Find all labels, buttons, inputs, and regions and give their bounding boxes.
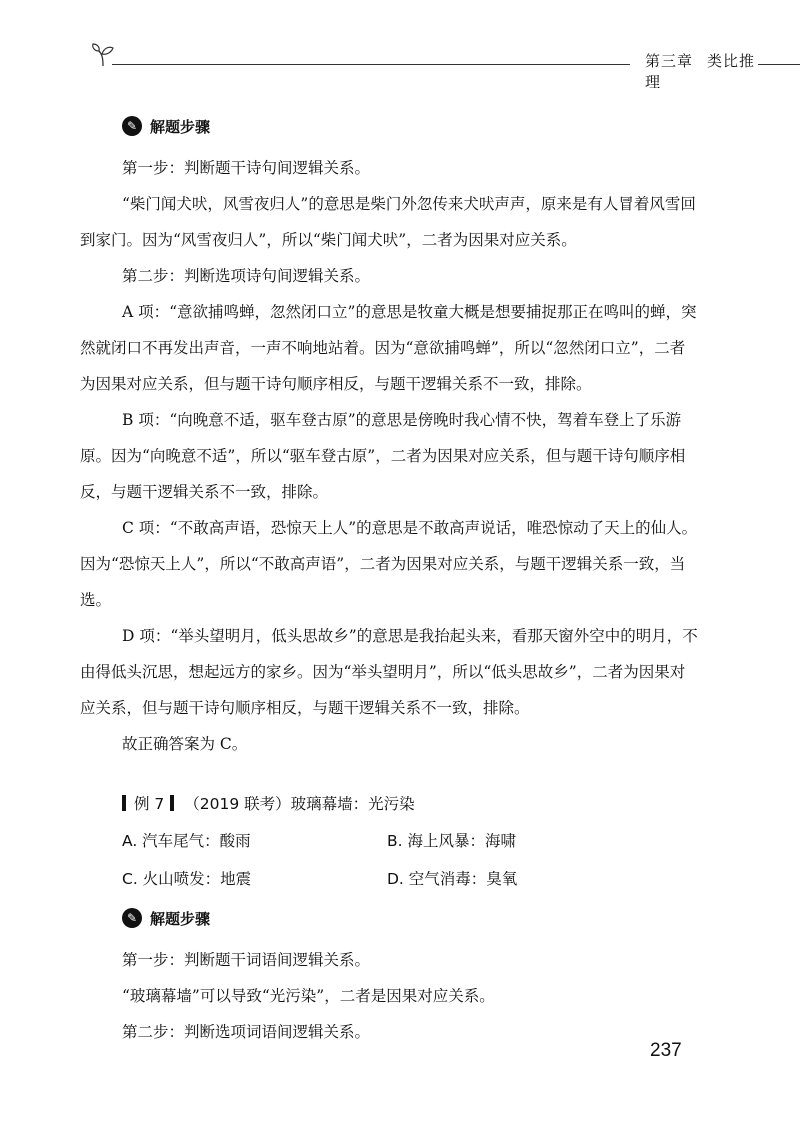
chapter-name: 类比推理 [645,52,756,91]
solution-heading-2 [122,904,700,932]
option-a: A. 汽车尾气：酸雨 [122,832,251,850]
step2-text: 第二步：判断选项诗句间逻辑关系。 [122,267,371,285]
solution-heading-text: 解题步骤 [150,117,211,136]
page-content [80,112,700,1050]
option-c: C. 火山喷发：地震 [122,870,252,888]
example-question: 玻璃幕墙：光污染 [290,795,415,813]
example-bar-left [122,795,126,811]
option-d-block [80,618,700,726]
option-c-block [80,510,700,618]
option-d: D. 空气消毒：臭氧 [387,870,518,888]
page-header [90,42,760,91]
option-d-explanation: D 项：“举头望明月，低头思故乡”的意思是我抬起头来，看那天窗外空中的明月，不由得低头沉思，想起远方的家乡。因为“举头望明月”，所以“低头思故乡”，二者为因果对应关系，但与题干诗句顺序相反，与题干逻辑关系不一致，排除。 [80,627,698,717]
step1-text: 第一步：判断题干诗句间逻辑关系。 [122,159,371,177]
option-a-block [80,294,700,402]
option-b: B. 海上风暴：海啸 [387,832,516,850]
solution-heading-2-text: 解题步骤 [150,909,211,928]
stem-paragraph: “柴门闻犬吠，风雪夜归人”的意思是柴门外忽传来犬吠声声，原来是有人冒着风雪回到家门。因为“风雪夜归人”，所以“柴门闻犬吠”，二者为因果对应关系。 [80,195,696,249]
header-rule-left [112,64,630,65]
stem-text-2: “玻璃幕墙”可以导致“光污染”，二者是因果对应关系。 [122,987,495,1005]
chapter-number: 第三章 [645,52,694,70]
option-b-explanation: B 项：“向晚意不适，驱车登古原”的意思是傍晚时我心情不快，驾着车登上了乐游原。因为“向晚意不适”，所以“驱车登古原”，二者为因果对应关系，但与题干诗句顺序相反，与题干逻辑关系不一致，排除。 [80,411,686,501]
step1-text-2: 第一步：判断题干词语间逻辑关系。 [122,951,371,969]
example-options [122,826,700,894]
example-source: （2019 联考） [184,795,291,813]
option-b-block [80,402,700,510]
step2-text-2: 第二步：判断选项词语间逻辑关系。 [122,1023,371,1041]
header-rule-right [758,64,800,65]
example-bar-right [170,795,174,811]
option-c-explanation: C 项：“不敢高声语，恐惊天上人”的意思是不敢高声说话，唯恐惊动了天上的仙人。因为“恐惊天上人”，所以“不敢高声语”，二者为因果对应关系，与题干逻辑关系一致，当选。 [80,519,698,609]
solution-heading [122,112,700,140]
stem-explanation [80,186,700,258]
option-a-explanation: A 项：“意欲捕鸣蝉，忽然闭口立”的意思是牧童大概是想要捕捉那正在鸣叫的蝉，突然就闭口不再发出声音，一声不响地站着。因为“意欲捕鸣蝉”，所以“忽然闭口立”，二者为因果对应关系，但与题干诗句顺序相反，与题干逻辑关系不一致，排除。 [80,303,697,393]
page-number: 237 [650,1040,682,1061]
answer-text: 故正确答案为 C。 [122,735,248,753]
pencil-icon: ✎ [122,116,142,136]
example-label: 例 7 [134,795,165,813]
example-heading [122,786,700,820]
pencil-icon: ✎ [122,908,142,928]
chapter-title [645,50,760,92]
